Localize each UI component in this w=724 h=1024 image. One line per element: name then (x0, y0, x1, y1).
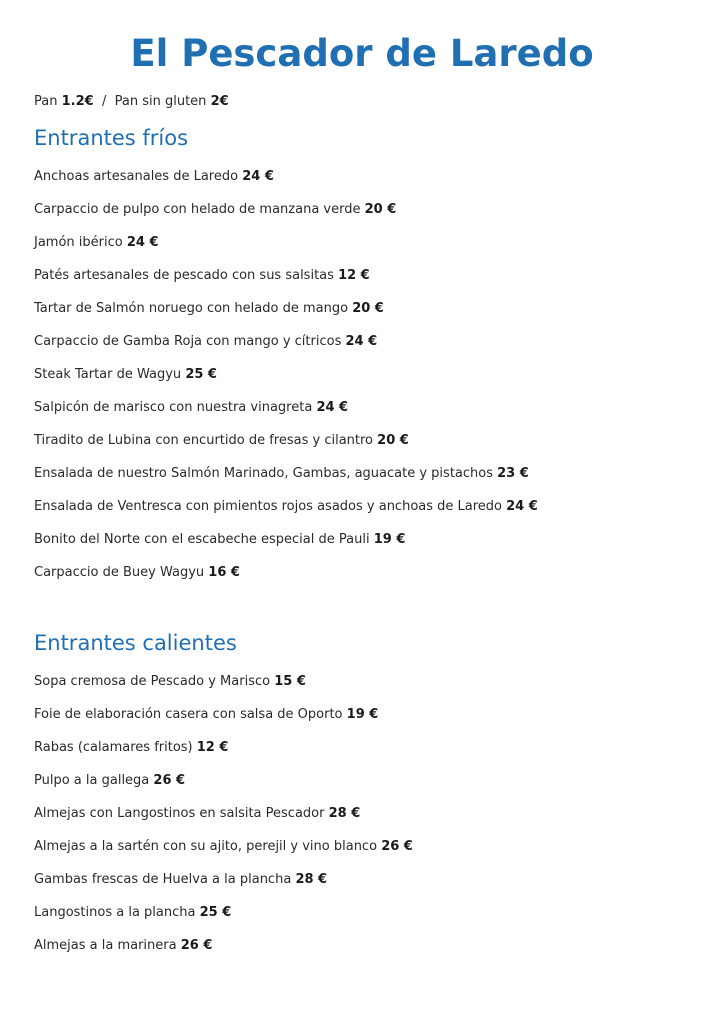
menu-item (34, 301, 538, 334)
menu-item (34, 499, 538, 532)
menu-item (34, 565, 538, 598)
menu-item (34, 905, 413, 938)
menu-item (34, 202, 538, 235)
section-title-entrantes-frios: Entrantes fríos (34, 126, 189, 150)
menu-item (34, 235, 538, 268)
bread-separator: / (97, 94, 111, 109)
menu-item-price: 24 € (126, 235, 159, 250)
menu-item-price: 19 € (346, 707, 379, 722)
menu-item-name: Almejas con Langostinos en salsita Pescador (34, 806, 325, 821)
menu-item-name: Carpaccio de Buey Wagyu (34, 565, 205, 580)
bread-label: Pan (34, 94, 58, 109)
menu-item (34, 806, 413, 839)
menu-item (34, 872, 413, 905)
menu-item-price: 24 € (506, 499, 538, 514)
menu-item-name: Sopa cremosa de Pescado y Marisco (34, 674, 271, 689)
menu-item (34, 334, 538, 367)
menu-item (34, 938, 413, 971)
menu-item-price: 20 € (364, 202, 397, 217)
menu-item-name: Almejas a la sartén con su ajito, perejil y vino blanco (34, 839, 378, 854)
menu-item-price: 26 € (381, 839, 413, 854)
menu-item-name: Carpaccio de pulpo con helado de manzana verde (34, 202, 361, 217)
menu-item-name: Ensalada de Ventresca con pimientos rojos asados y anchoas de Laredo (34, 499, 502, 514)
menu-item-name: Tiradito de Lubina con encurtido de fresas y cilantro (34, 433, 374, 448)
menu-item-name: Tartar de Salmón noruego con helado de mango (34, 301, 349, 316)
menu-item-price: 12 € (338, 268, 370, 283)
menu-item-name: Steak Tartar de Wagyu (34, 367, 182, 382)
menu-item-price: 28 € (295, 872, 328, 887)
menu-item-price: 19 € (373, 532, 406, 547)
menu-item (34, 773, 413, 806)
menu-item (34, 400, 538, 433)
menu-item-name: Foie de elaboración casera con salsa de Oporto (34, 707, 343, 722)
menu-item-price: 28 € (328, 806, 361, 821)
menu-item-price: 16 € (208, 565, 240, 580)
section-title-entrantes-calientes: Entrantes calientes (34, 631, 237, 655)
menu-list-entrantes-frios (34, 169, 538, 598)
menu-item-name: Salpicón de marisco con nuestra vinagreta (34, 400, 313, 415)
gluten-free-bread-label: Pan sin gluten (114, 94, 207, 109)
page-title: El Pescador de Laredo (130, 32, 594, 75)
menu-item-name: Pulpo a la gallega (34, 773, 150, 788)
menu-item-price: 24 € (242, 169, 274, 184)
menu-item-name: Jamón ibérico (34, 235, 123, 250)
menu-item-name: Almejas a la marinera (34, 938, 177, 953)
bread-prices (34, 94, 229, 109)
menu-item-name: Carpaccio de Gamba Roja con mango y cítricos (34, 334, 342, 349)
menu-item-name: Bonito del Norte con el escabeche especial de Pauli (34, 532, 370, 547)
menu-item (34, 268, 538, 301)
menu-item-price: 24 € (316, 400, 349, 415)
menu-item-name: Langostinos a la plancha (34, 905, 196, 920)
menu-item-price: 26 € (153, 773, 186, 788)
menu-item (34, 674, 413, 707)
menu-item-price: 26 € (180, 938, 213, 953)
menu-item (34, 169, 538, 202)
menu-item-name: Ensalada de nuestro Salmón Marinado, Gambas, aguacate y pistachos (34, 466, 493, 481)
gluten-free-bread-price: 2€ (210, 94, 229, 109)
menu-item (34, 466, 538, 499)
menu-item-price: 23 € (497, 466, 529, 481)
menu-item (34, 532, 538, 565)
menu-item-name: Patés artesanales de pescado con sus salsitas (34, 268, 334, 283)
menu-item-name: Anchoas artesanales de Laredo (34, 169, 239, 184)
menu-item-price: 15 € (274, 674, 306, 689)
menu-item-price: 20 € (352, 301, 384, 316)
menu-item-price: 12 € (196, 740, 229, 755)
menu-item (34, 839, 413, 872)
menu-item-price: 20 € (377, 433, 409, 448)
menu-list-entrantes-calientes (34, 674, 413, 971)
menu-item-price: 25 € (185, 367, 217, 382)
menu-item (34, 433, 538, 466)
menu-item-name: Gambas frescas de Huelva a la plancha (34, 872, 292, 887)
menu-item (34, 740, 413, 773)
menu-item-price: 25 € (199, 905, 232, 920)
menu-item (34, 367, 538, 400)
menu-item-name: Rabas (calamares fritos) (34, 740, 193, 755)
menu-item (34, 707, 413, 740)
menu-item-price: 24 € (345, 334, 378, 349)
bread-price: 1.2€ (61, 94, 94, 109)
